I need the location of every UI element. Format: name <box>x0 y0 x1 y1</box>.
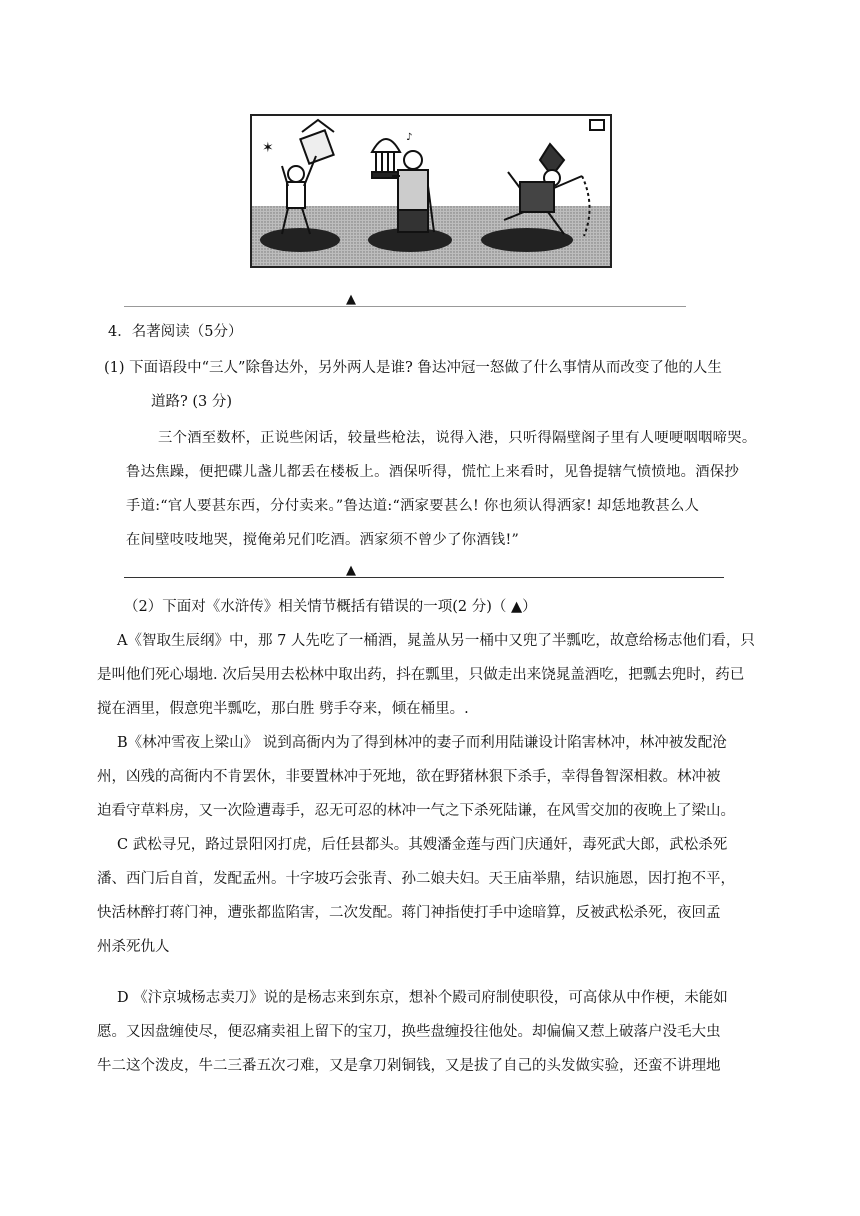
quote-line: 鲁达焦躁，便把碟儿盏儿都丢在楼板上。酒保听得，慌忙上来看时，见鲁提辖气愤愤地。酒保抄 <box>126 464 740 480</box>
option-b-line: B《林冲雪夜上梁山》 说到高衙内为了得到林冲的妻子而利用陆谦设计陷害林冲，林冲被发配沧 <box>117 735 727 751</box>
option-c-line: C 武松寻兄，路过景阳冈打虎，后任县都头。其嫂潘金莲与西门庆通奸，毒死武大郎，武松杀死 <box>117 837 728 853</box>
answer-marker-sub1: ▲ <box>346 563 356 578</box>
sub-question-1-line-1: (1) 下面语段中“三人”除鲁达外，另外两人是谁? 鲁达冲冠一怒做了什么事情从而改变了他的人生 <box>104 360 722 376</box>
option-a-line: 是叫他们死心塌地. 次后吴用去松林中取出药，抖在瓢里，只做走出来饶晁盖酒吃，把瓢去兜时，药已 <box>97 667 745 683</box>
question-4-heading: 4．名著阅读（5分） <box>108 324 243 340</box>
answer-line <box>124 306 686 307</box>
quote-line: 手道:“官人要甚东西，分付卖来。”鲁达道:“洒家要甚么! 你也须认得洒家! 却恁地教甚么人 <box>126 498 700 514</box>
option-d-line: 牛二这个泼皮，牛二三番五次刁难，又是拿刀剁铜钱，又是拔了自己的头发做实验，还蛮不讲理地 <box>97 1058 721 1074</box>
option-b-line: 迫看守草料房，又一次险遭毒手，忍无可忍的林冲一气之下杀死陆谦，在风雪交加的夜晚上了梁山。 <box>97 803 735 819</box>
option-c-line: 潘、西门后自首，发配孟州。十字坡巧会张青、孙二娘夫妇。天王庙举鼎，结识施恩，因打抱不平， <box>97 871 735 887</box>
option-d-line: D 《汴京城杨志卖刀》说的是杨志来到东京，想补个殿司府制使职役，可高俅从中作梗，未能如 <box>117 990 728 1006</box>
svg-text:✶: ✶ <box>262 140 274 156</box>
option-b-line: 州，凶残的高衙内不肯罢休，非要置林冲于死地，欲在野猪林狠下杀手，幸得鲁智深相救。林冲被 <box>97 769 721 785</box>
sub-question-1-line-2: 道路? (3 分) <box>151 394 233 410</box>
quote-line: 三个酒至数杯，正说些闲话，较量些枪法，说得入港，只听得隔壁阁子里有人哽哽咽咽啼哭。 <box>158 430 757 446</box>
option-a-line: 搅在酒里，假意兜半瓢吃，那白胜 劈手夺来，倾在桶里。. <box>97 701 469 717</box>
cartoon-illustration <box>250 114 612 268</box>
option-c-line: 快活林醉打蒋门神，遭张都监陷害，二次发配。蒋门神指使打手中途暗算，反被武松杀死，夜回孟 <box>97 905 721 921</box>
option-d-line: 愿。又因盘缠使尽，便忍痛卖祖上留下的宝刀，换些盘缠投往他处。却偏偏又惹上破落户没毛大虫 <box>97 1024 721 1040</box>
svg-text:♪: ♪ <box>406 132 413 143</box>
answer-marker: ▲ <box>346 292 356 307</box>
option-c-line: 州杀死仇人 <box>97 939 170 955</box>
cartoon-drawing <box>252 116 610 266</box>
quote-line: 在间壁吱吱地哭，搅俺弟兄们吃酒。洒家须不曾少了你酒钱!” <box>126 532 520 548</box>
option-a-line: A《智取生辰纲》中，那 7 人先吃了一桶酒，晁盖从另一桶中又兜了半瓢吃，故意给杨志他们看，只 <box>117 633 755 649</box>
answer-line-sub1 <box>124 577 724 578</box>
sub-question-2-stem: （2）下面对《水浒传》相关情节概括有错误的一项(2 分)（ ▲） <box>124 599 537 615</box>
